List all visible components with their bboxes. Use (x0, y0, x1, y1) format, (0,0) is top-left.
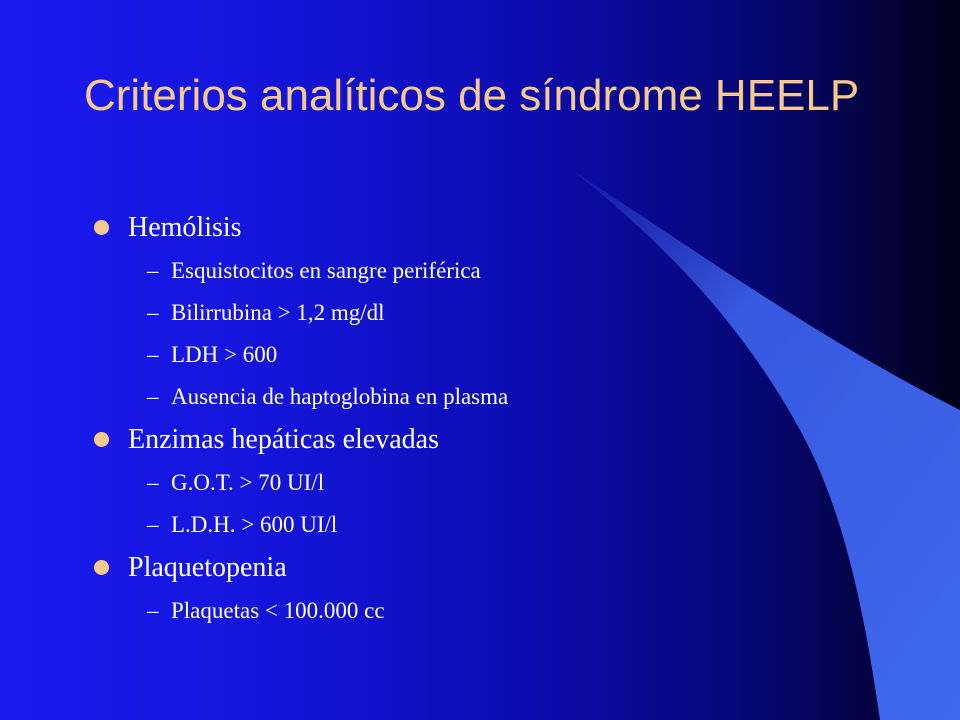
dash-icon: – (147, 300, 159, 325)
slide-title: Criterios analíticos de síndrome HEELP (84, 71, 860, 120)
bullet-plaquetopenia (94, 546, 734, 590)
bullet-dot-icon (94, 560, 109, 575)
dash-icon: – (147, 512, 159, 537)
sub-item (94, 334, 734, 376)
bullet-dot-icon (94, 432, 109, 447)
sub-item (94, 504, 734, 546)
sub-item (94, 292, 734, 334)
bullet-label: Enzimas hepáticas elevadas (128, 424, 439, 455)
sub-item-text: Esquistocitos en sangre periférica (171, 258, 481, 283)
sub-item-text: G.O.T. > 70 UI/l (171, 470, 325, 495)
dash-icon: – (147, 470, 159, 495)
dash-icon: – (147, 342, 159, 367)
sub-item (94, 590, 734, 632)
dash-icon: – (147, 384, 159, 409)
dash-icon: – (147, 598, 159, 623)
sub-item-text: L.D.H. > 600 UI/l (171, 512, 338, 537)
sub-item-text: Ausencia de haptoglobina en plasma (171, 384, 509, 409)
bullet-enzimas (94, 418, 734, 462)
sub-item (94, 250, 734, 292)
sub-item (94, 376, 734, 418)
sub-item-text: Plaquetas < 100.000 cc (171, 598, 385, 623)
sub-item (94, 462, 734, 504)
bullet-list (94, 206, 734, 632)
bullet-dot-icon (94, 220, 109, 235)
sub-item-text: Bilirrubina > 1,2 mg/dl (171, 300, 385, 325)
dash-icon: – (147, 258, 159, 283)
bullet-label: Plaquetopenia (128, 552, 287, 583)
sub-item-text: LDH > 600 (171, 342, 278, 367)
bullet-label: Hemólisis (128, 212, 242, 243)
bullet-hemolisis (94, 206, 734, 250)
